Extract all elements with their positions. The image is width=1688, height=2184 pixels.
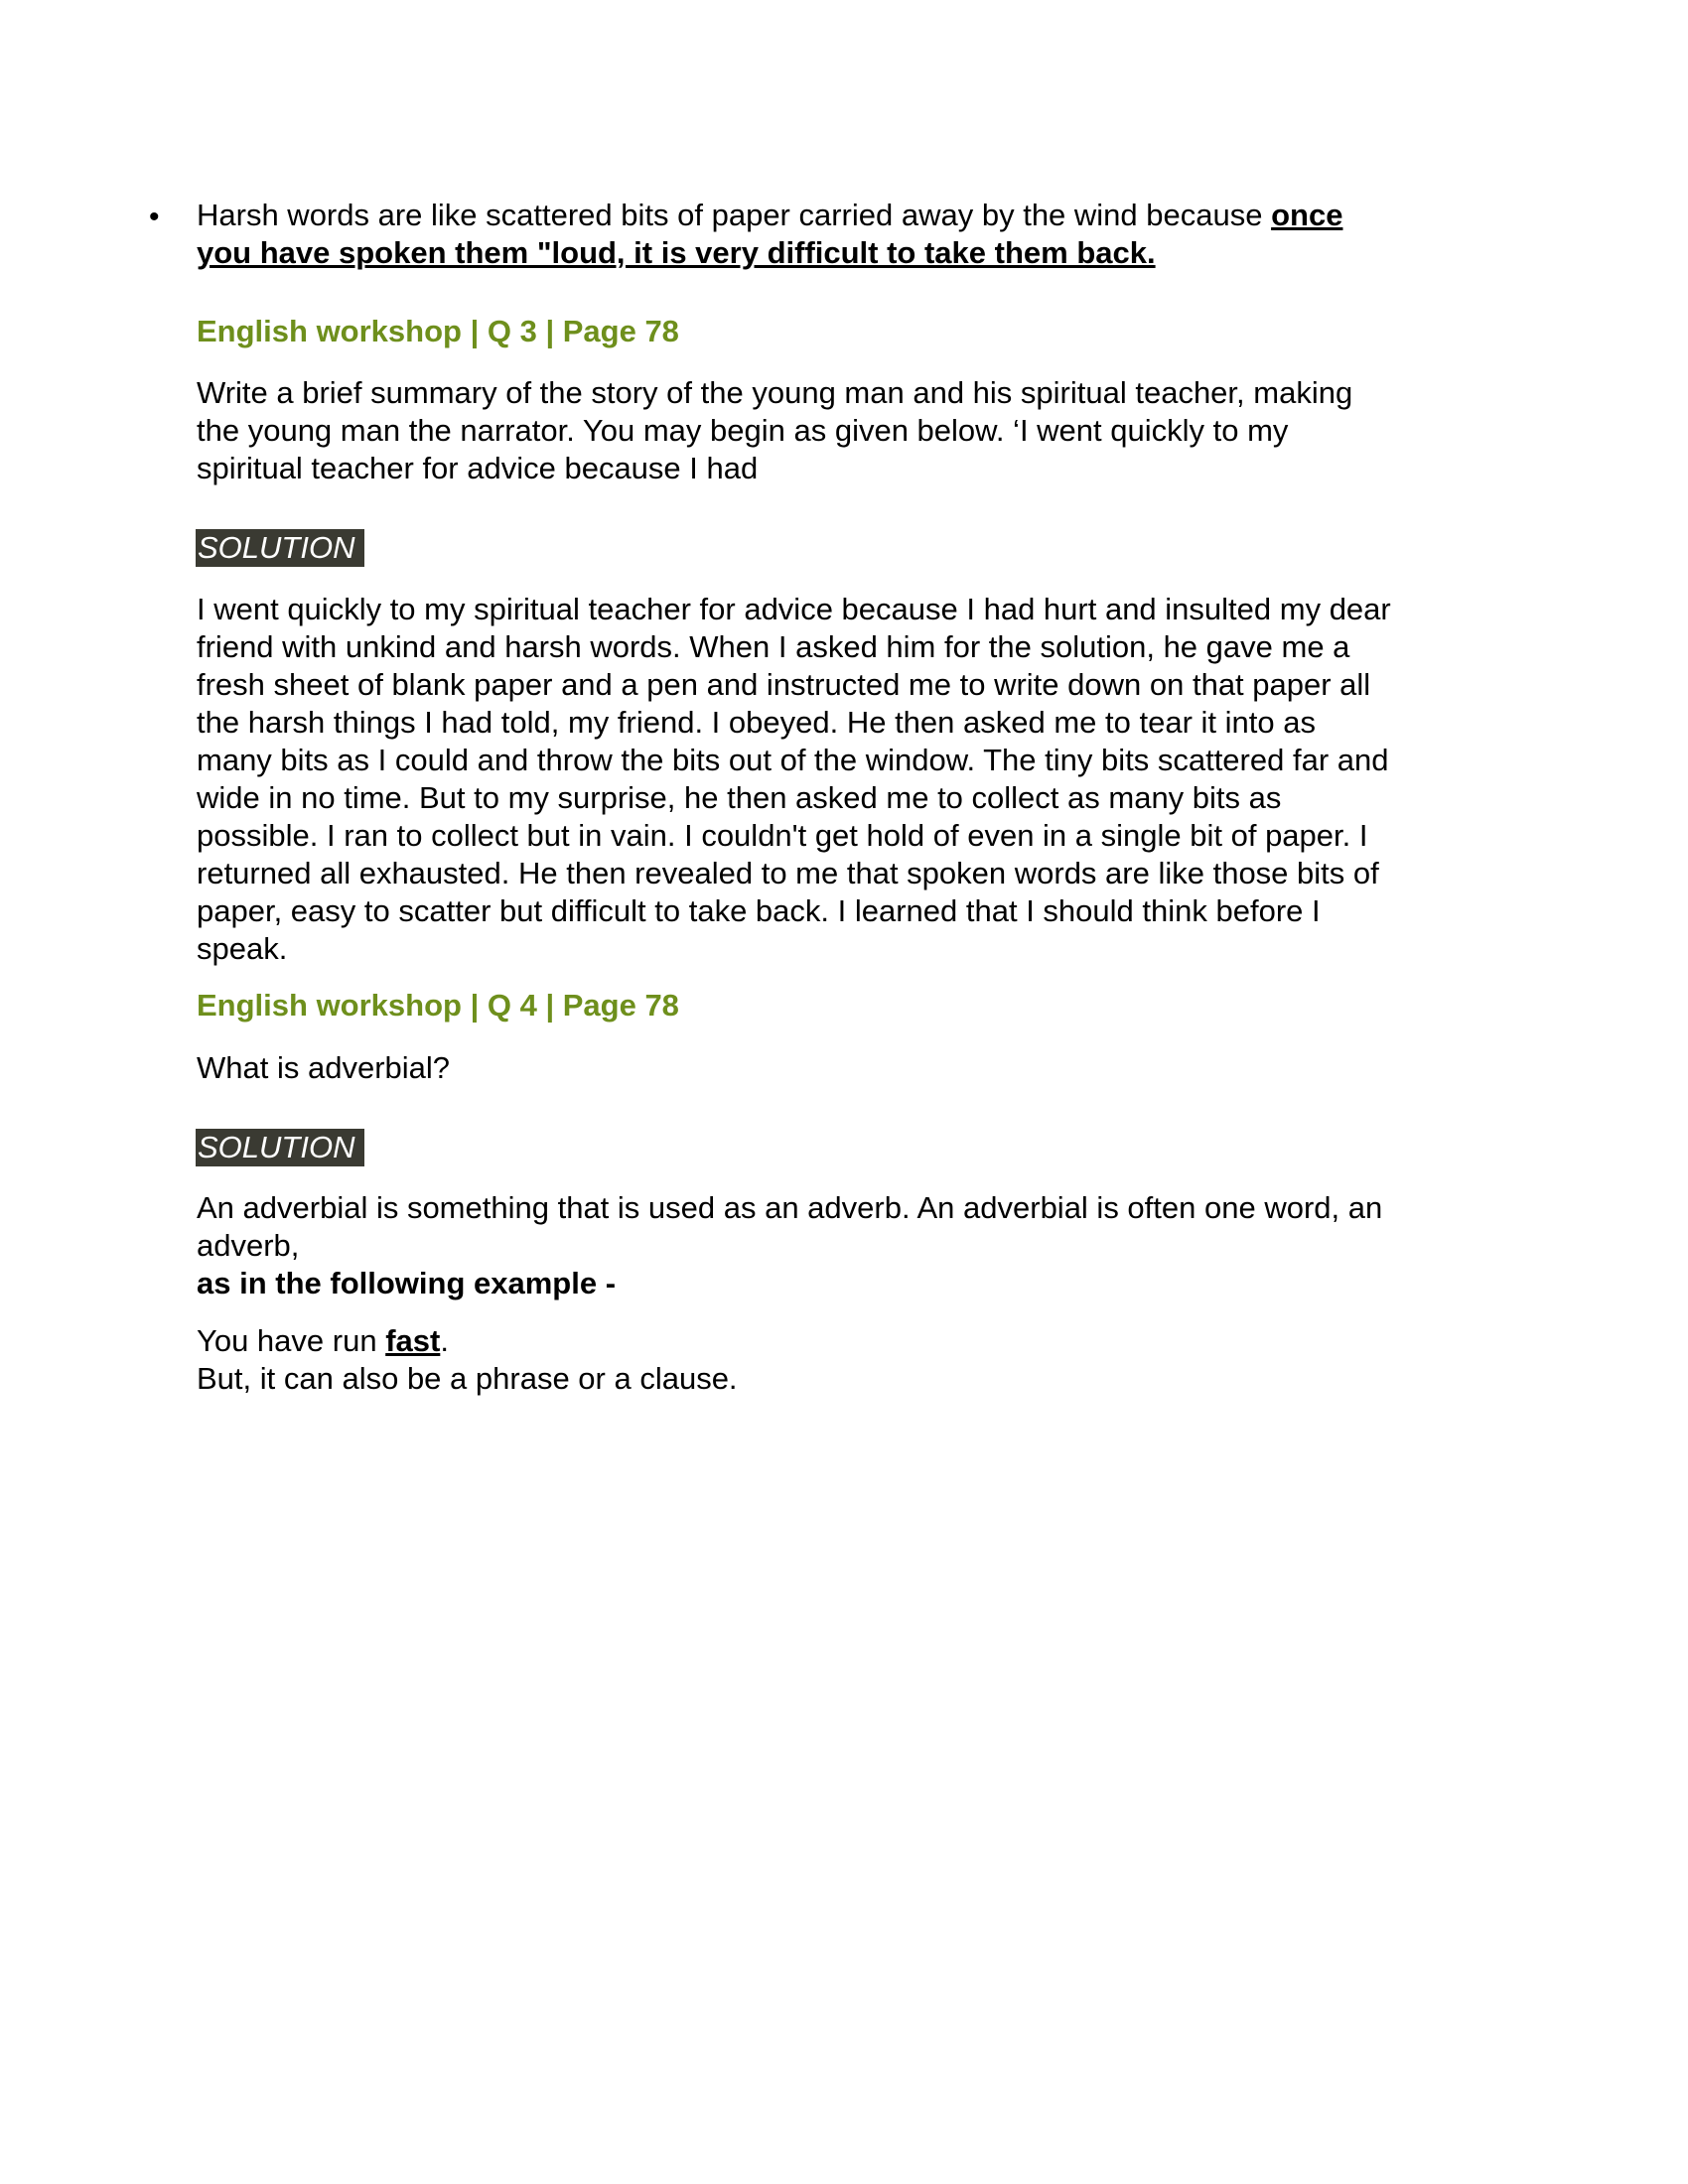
- question-q4-line: What is adverbial?: [197, 1050, 451, 1085]
- solution-label: SOLUTION: [196, 529, 364, 567]
- answer-line: fresh sheet of blank paper and a pen and instructed me to write down on that paper all: [197, 667, 1371, 702]
- answer-line: wide in no time. But to my surprise, he then asked me to collect as many bits as: [197, 780, 1282, 815]
- question-q3-line: Write a brief summary of the story of the young man and his spiritual teacher, making: [197, 375, 1353, 410]
- bullet-emphasis: once: [1271, 198, 1343, 232]
- bullet-line-2: you have spoken them "loud, it is very difficult to take them back.: [197, 235, 1156, 270]
- answer-line: I went quickly to my spiritual teacher for advice because I had hurt and insulted my dear: [197, 592, 1391, 626]
- bullet-line-1: [197, 197, 1342, 234]
- answer-line: friend with unkind and harsh words. When I asked him for the solution, he gave me a: [197, 629, 1350, 664]
- example-suffix: .: [440, 1323, 449, 1358]
- bullet-text: Harsh words are like scattered bits of paper carried away by the wind because: [197, 198, 1272, 232]
- question-q3-line: the young man the narrator. You may begin as given below. ‘I went quickly to my: [197, 413, 1289, 448]
- bullet-point-icon: •: [149, 201, 160, 233]
- answer-line: many bits as I could and throw the bits out of the window. The tiny bits scattered far and: [197, 743, 1389, 777]
- answer-line: possible. I ran to collect but in vain. I couldn't get hold of even in a single bit of paper. I: [197, 818, 1368, 853]
- example-line: [197, 1322, 449, 1360]
- answer-line: the harsh things I had told, my friend. I obeyed. He then asked me to tear it into as: [197, 705, 1316, 740]
- answer-line: speak.: [197, 931, 288, 966]
- answer-line: returned all exhausted. He then revealed to me that spoken words are like those bits of: [197, 856, 1379, 890]
- section-heading-q4: English workshop | Q 4 | Page 78: [197, 988, 679, 1023]
- solution-label: SOLUTION: [196, 1129, 364, 1166]
- answer-line: paper, easy to scatter but difficult to take back. I learned that I should think before I: [197, 893, 1321, 928]
- answer-line: adverb,: [197, 1228, 300, 1263]
- question-q3-line: spiritual teacher for advice because I had: [197, 451, 759, 485]
- example-prefix: You have run: [197, 1323, 386, 1358]
- example-emphasis: fast: [385, 1323, 441, 1358]
- answer-q3: [197, 591, 1391, 968]
- section-heading-q3: English workshop | Q 3 | Page 78: [197, 314, 679, 348]
- closing-line: But, it can also be a phrase or a clause.: [197, 1361, 738, 1396]
- answer-bold-line: as in the following example -: [197, 1266, 617, 1300]
- answer-line: An adverbial is something that is used as an adverb. An adverbial is often one word, an: [197, 1190, 1383, 1225]
